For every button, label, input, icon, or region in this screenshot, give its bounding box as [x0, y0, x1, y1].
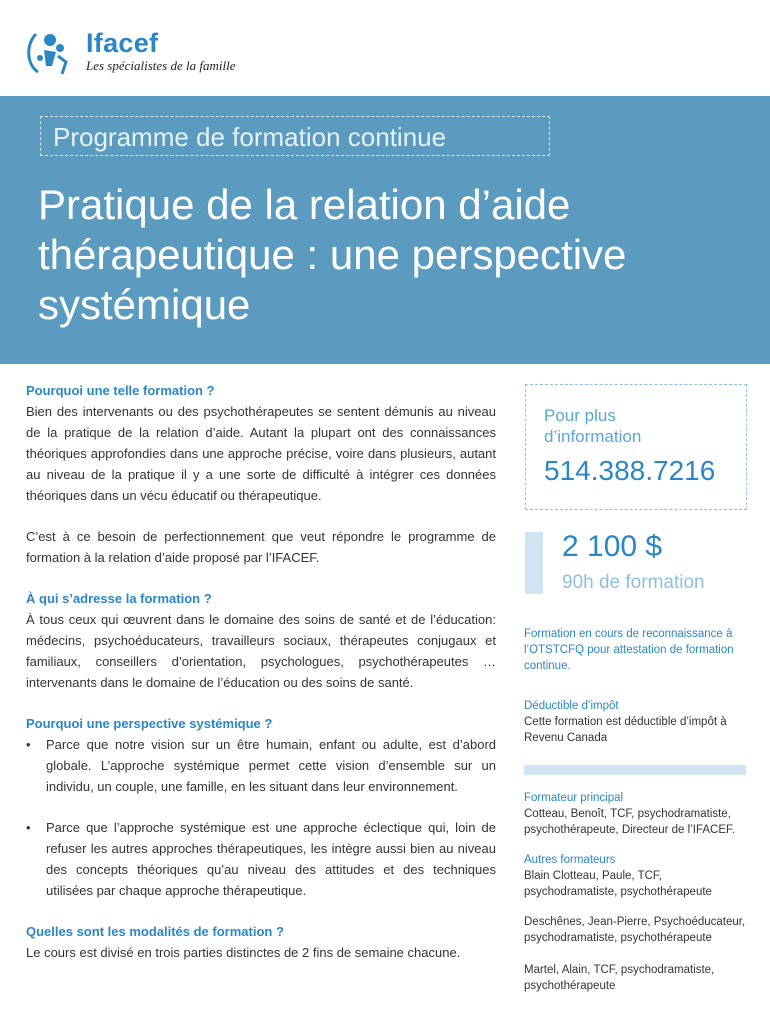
title-line: thérapeutique : une perspective: [38, 231, 627, 278]
trainer-3: Martel, Alain, TCF, psychodramatiste, psychothérapeute: [524, 964, 715, 992]
contact-box: [525, 384, 747, 510]
tax-heading: Déductible d’impôt: [524, 700, 619, 712]
bullet-icon: •: [26, 820, 31, 835]
training-hours: 90h de formation: [562, 572, 705, 593]
modalities-paragraph: Le cours est divisé en trois parties distinctes de 2 fins de semaine chacune.: [26, 945, 461, 960]
trainer-2: Deschênes, Jean-Pierre, Psychoéducateur, psychodramatiste, psychothérapeute: [524, 916, 746, 944]
title-line: systémique: [38, 281, 251, 328]
systemic-bullet-1: [26, 734, 496, 797]
main-trainer-block: [524, 790, 754, 838]
program-kicker: Programme de formation continue: [40, 116, 550, 156]
section-heading-who: À qui s’adresse la formation ?: [26, 591, 212, 606]
title-line: Pratique de la relation d’aide: [38, 181, 571, 228]
recognition-note: Formation en cours de reconnaissance à l’OTSTCFQ pour attestation de formation continue.: [524, 628, 734, 672]
section-heading-systemic: Pourquoi une perspective systémique ?: [26, 716, 273, 731]
sidebar-divider: [524, 765, 746, 775]
who-paragraph: À tous ceux qui œuvrent dans le domaine des soins de santé et de l’éducation: médecins, psychoéducateurs, travailleurs sociaux, thérapeutes conjugaux et familiaux, conseillers d’orientation, psychologues, psychothérapeutes … intervenants dans le domaine de l’éducation ou des soins de santé.: [26, 612, 496, 690]
price: 2 100 $: [562, 530, 663, 563]
page-title: [38, 180, 738, 330]
bullet-text: Parce que l’approche systémique est une approche éclectique qui, loin de refuser les autres approches thérapeutiques, les intègre aussi bien au niveau des concepts théoriques qu’au niveau des attitudes et des techniques utilisées par chaque approche thérapeutique.: [46, 820, 496, 898]
title-banner: [0, 96, 770, 364]
other-trainers-heading: Autres formateurs: [524, 854, 616, 866]
tax-block: [524, 698, 754, 746]
other-trainers-block: [524, 852, 754, 900]
trainer-1: Blain Clotteau, Paule, TCF, psychodramatiste, psychothérapeute: [524, 870, 712, 898]
family-logo-icon: [22, 22, 82, 82]
main-column: [26, 380, 496, 963]
info-label: Pour plus d’information: [544, 406, 642, 446]
section-heading-modalities: Quelles sont les modalités de formation ?: [26, 924, 284, 939]
logo-name: Ifacef: [86, 28, 159, 58]
bullet-icon: •: [26, 737, 31, 752]
why-paragraph-2: C’est à ce besoin de perfectionnement que veut répondre le programme de formation à la relation d’aide proposé par l’IFACEF.: [26, 529, 496, 565]
main-trainer-heading: Formateur principal: [524, 792, 624, 804]
main-trainer-text: Cotteau, Benoît, TCF, psychodramatiste, psychothérapeute, Directeur de l’IFACEF.: [524, 808, 735, 836]
phone-number[interactable]: 514.388.7216: [544, 455, 716, 486]
bullet-text: Parce que notre vision sur un être humain, enfant ou adulte, est d’abord globale. L’approche systémique permet cette vision d’ensemble sur un individu, un couple, une famille, en les situant dans leur environnement.: [46, 737, 496, 794]
systemic-bullet-2: [26, 817, 496, 901]
why-paragraph-1: Bien des intervenants ou des psychothérapeutes se sentent démunis au niveau de la pratique de la relation d’aide. Autant la plupart ont des connaissances théoriques approfondies dans une approche précise, voire dans plusieurs, autant au niveau de la pratique il y a une sorte de difficulté à intégrer ces données théoriques dans un vécu éducatif ou thérapeutique.: [26, 404, 496, 503]
tax-text: Cette formation est déductible d’impôt à Revenu Canada: [524, 716, 727, 744]
price-accent-bar: [525, 532, 543, 594]
logo-tagline: Les spécialistes de la famille: [86, 58, 236, 73]
ifacef-logo: [22, 22, 262, 82]
section-heading-why: Pourquoi une telle formation ?: [26, 383, 215, 398]
